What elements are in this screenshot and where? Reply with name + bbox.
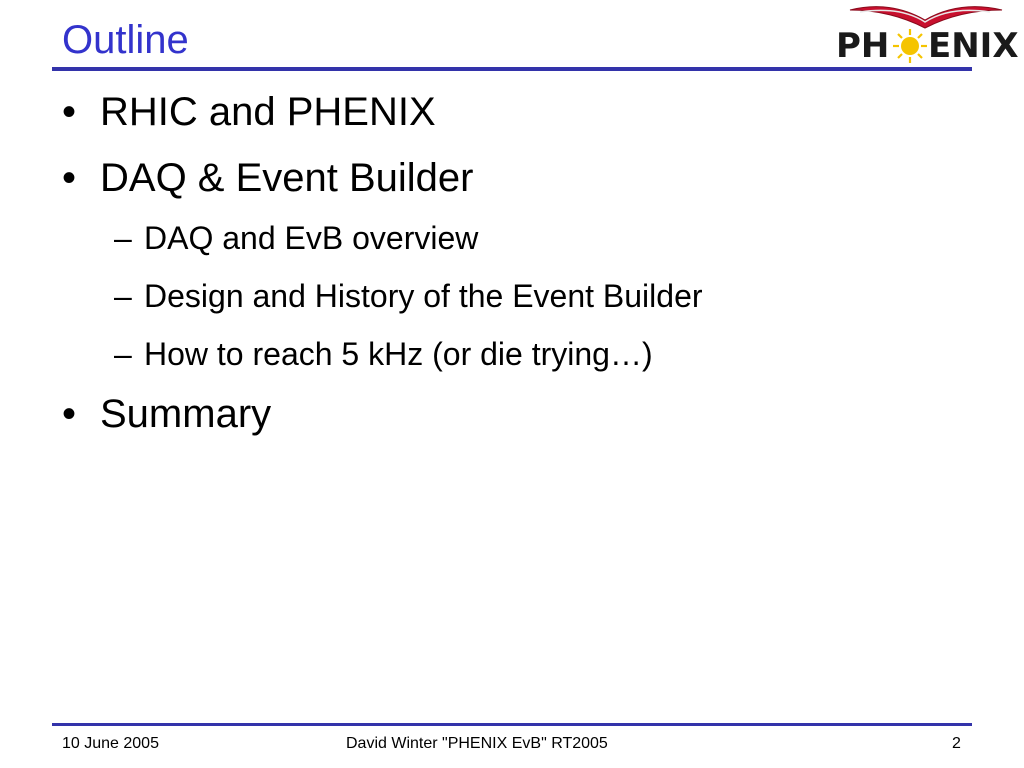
sub-bullet-text: Design and History of the Event Builder [144, 278, 703, 314]
bullet-text: DAQ & Event Builder [100, 156, 474, 200]
footer-center-text: David Winter "PHENIX EvB" RT2005 [346, 735, 608, 752]
bullet-text: RHIC and PHENIX [100, 90, 436, 134]
dash-glyph: – [114, 220, 132, 256]
bullet-text: Summary [100, 392, 272, 436]
sub-bullet-text: DAQ and EvB overview [144, 220, 479, 256]
bullet-glyph: • [62, 90, 77, 134]
dash-glyph: – [114, 278, 132, 314]
logo-text-ph: PH [836, 26, 890, 66]
sub-bullet-text: How to reach 5 kHz (or die trying…) [144, 336, 653, 372]
footer-date: 10 June 2005 [62, 735, 159, 752]
footer-rule [52, 723, 972, 726]
bullet-glyph: • [62, 392, 77, 436]
logo-text-enix: ENIX [928, 26, 1019, 66]
dash-glyph: – [114, 336, 132, 372]
slide-title: Outline [62, 18, 189, 62]
bullet-glyph: • [62, 156, 77, 200]
page-number: 2 [952, 735, 961, 752]
